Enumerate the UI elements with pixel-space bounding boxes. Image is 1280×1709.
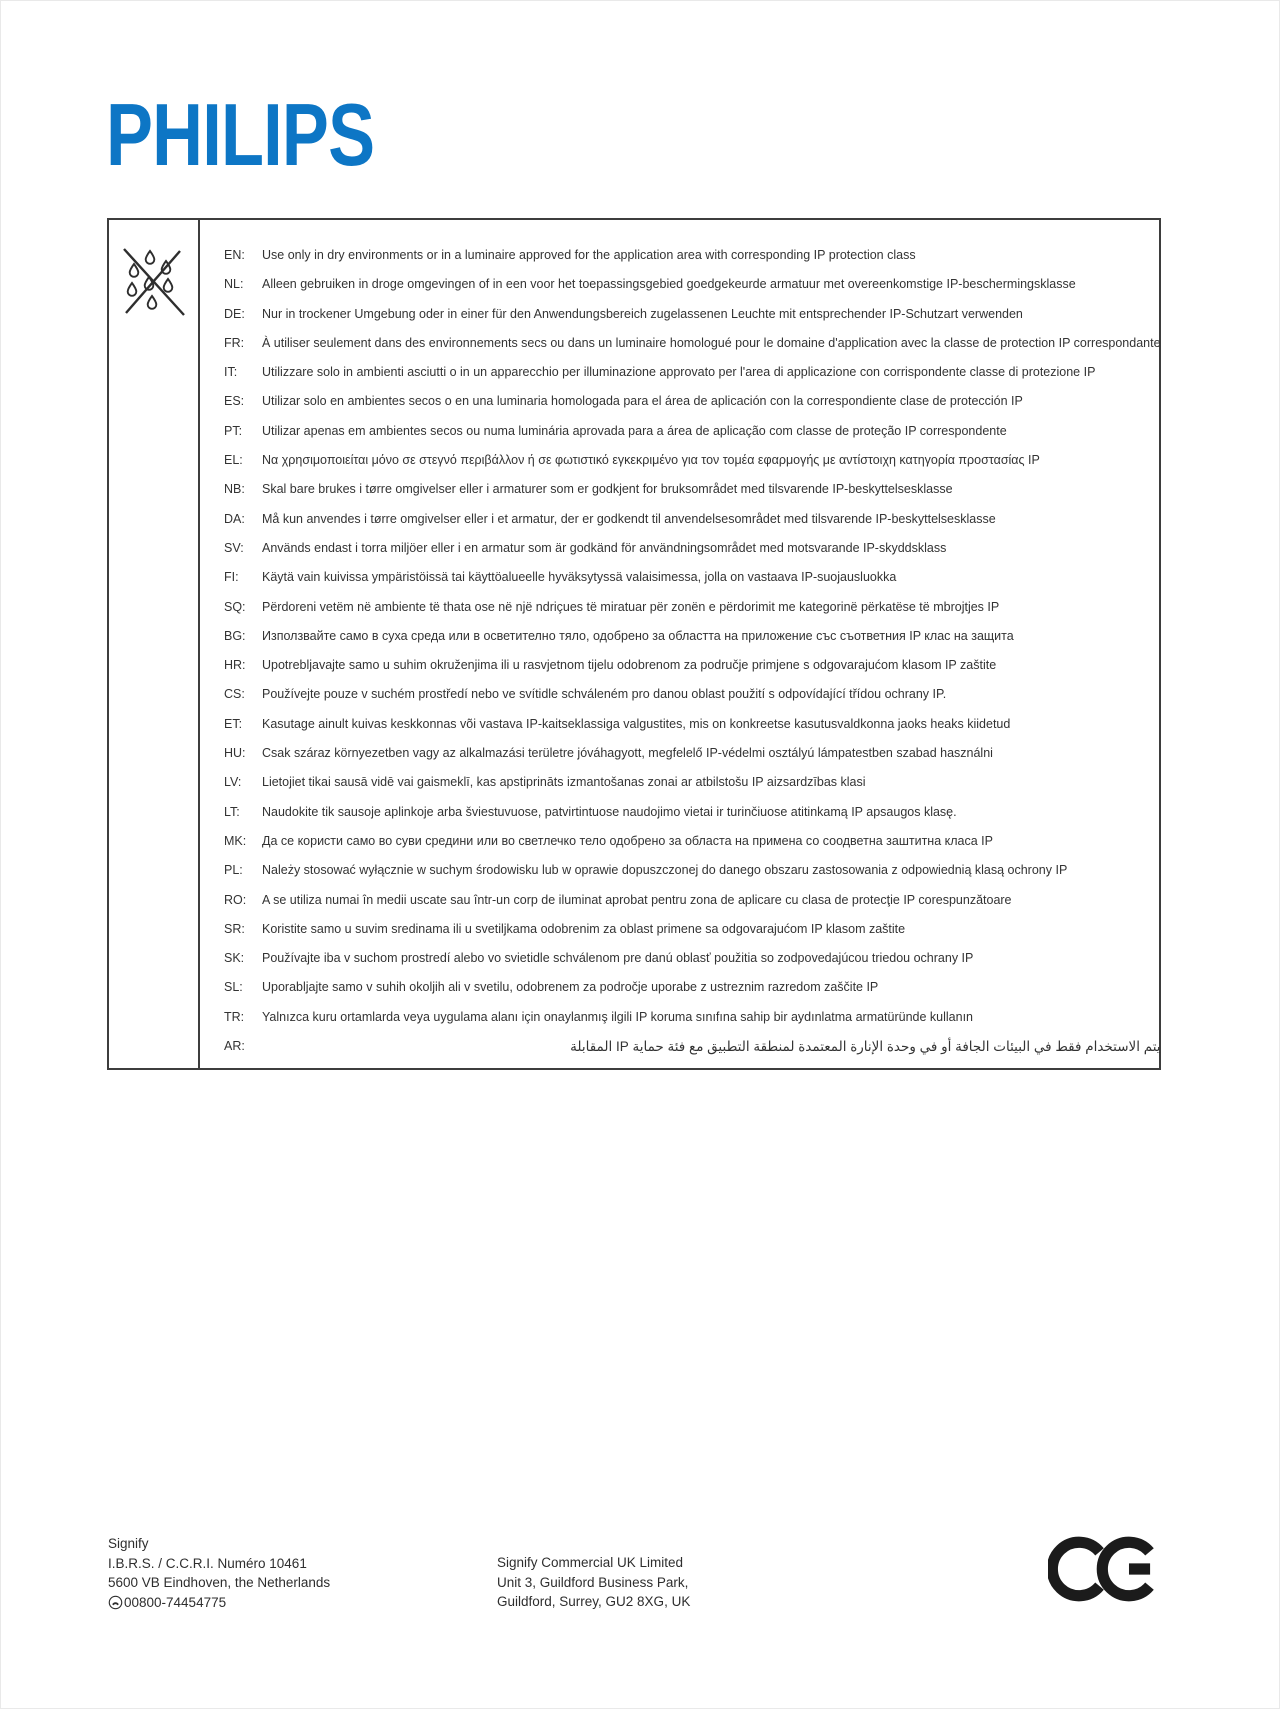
language-code: DA: — [224, 511, 245, 526]
language-code: SR: — [224, 921, 245, 936]
language-row — [224, 1003, 1161, 1032]
language-row — [224, 329, 1161, 358]
language-text: Utilizar apenas em ambientes secos ou numa luminária aprovada para a área de aplicação com classe de proteção IP correspondente — [262, 423, 1007, 438]
language-code: DE: — [224, 306, 245, 321]
language-code: EN: — [224, 248, 245, 262]
language-text: Use only in dry environments or in a luminaire approved for the application area with corresponding IP protection class — [262, 248, 916, 262]
language-code: LV: — [224, 775, 242, 790]
language-code: HR: — [224, 658, 246, 673]
language-code: ET: — [224, 716, 243, 731]
language-row — [224, 358, 1161, 387]
language-text: Uporabljajte samo v suhih okoljih ali v svetilu, odobrenem za področje uporabe z ustreznim razredom zaščite IP — [262, 980, 879, 995]
no-moisture-icon — [122, 246, 186, 318]
footer-ibrs: I.B.R.S. / C.C.R.I. Numéro 10461 — [108, 1555, 307, 1571]
language-text: Upotrebljavajte samo u suhim okruženjima ili u rasvjetnom tijelu odobrenom za područje primjene s odgovarajućom klasom IP zaštite — [262, 658, 997, 673]
language-row — [224, 798, 1161, 827]
language-text: Må kun anvendes i tørre omgivelser eller i et armatur, der er godkendt til anvendelsesområdet med tilsvarende IP-beskyttelsesklasse — [262, 511, 996, 526]
language-code: AR: — [224, 1039, 245, 1054]
language-row — [224, 241, 1161, 270]
language-text: Lietojiet tikai sausā vidē vai gaismeklī, kas apstiprināts izmantošanas zonai ar atbilstošu IP aizsardzības klasi — [262, 775, 866, 790]
language-code: SQ: — [224, 599, 246, 614]
language-row — [224, 827, 1161, 856]
language-code: BG: — [224, 628, 246, 643]
safety-notice-box — [107, 218, 1161, 1070]
language-row — [224, 417, 1161, 446]
language-text: Používejte pouze v suchém prostředí nebo ve svítidle schváleném pro danou oblast použití s odpovídající třídou ochrany IP. — [262, 687, 947, 702]
language-code: SL: — [224, 980, 243, 995]
icon-column — [109, 220, 200, 1068]
language-code: LT: — [224, 804, 240, 819]
language-code: RO: — [224, 892, 247, 907]
language-code: HU: — [224, 746, 246, 761]
language-row — [224, 270, 1161, 299]
language-row — [224, 886, 1161, 915]
language-text: Należy stosować wyłącznie w suchym środowisku lub w oprawie dopuszczonej do danego obszaru zastosowania z odpowiednią klasą ochrony IP — [262, 863, 1068, 878]
philips-logo: PHILIPS — [106, 85, 375, 184]
language-code: SV: — [224, 540, 244, 555]
language-code: SK: — [224, 951, 245, 966]
language-text: A se utiliza numai în medii uscate sau într-un corp de iluminat aprobat pentru zona de aplicare cu clasa de protecţie IP corespunzătoare — [262, 892, 1012, 907]
language-code: TR: — [224, 1009, 245, 1024]
language-row — [224, 593, 1161, 622]
footer-uk-address2: Guildford, Surrey, GU2 8XG, UK — [497, 1594, 691, 1609]
language-text: Används endast i torra miljöer eller i en armatur som är godkänd för användningsområdet med motsvarande IP-skyddsklass — [262, 540, 947, 555]
language-row — [224, 915, 1161, 944]
language-row — [224, 856, 1161, 885]
footer-phone-line — [108, 1593, 330, 1613]
language-row — [224, 710, 1161, 739]
language-code: IT: — [224, 365, 238, 380]
language-text: Csak száraz környezetben vagy az alkalmazási területre jóváhagyott, megfelelő IP-védelmi osztályú lámpatestben szabad használni — [262, 746, 993, 761]
signify-address-block — [108, 1534, 330, 1612]
language-row — [224, 534, 1161, 563]
language-row — [224, 563, 1161, 592]
language-text: Përdoreni vetëm në ambiente të thata ose në një ndriçues të miratuar për zonën e përdorimit me kategorinë përkatëse të mbrojtjes IP — [262, 599, 1000, 614]
footer-uk-company: Signify Commercial UK Limited — [497, 1555, 684, 1570]
language-row — [224, 300, 1161, 329]
language-code: CS: — [224, 687, 245, 702]
language-row — [224, 680, 1161, 709]
language-text: Използвайте само в суха среда или в осветително тяло, одобрено за областта на приложение със съответния IP клас на защита — [262, 628, 1014, 643]
footer-phone: 00800-74454775 — [124, 1594, 227, 1610]
language-code: NL: — [224, 277, 244, 292]
language-code: EL: — [224, 453, 243, 468]
language-text: Používajte iba v suchom prostredí alebo vo svietidle schválenom pre danú oblasť použitia so zodpovedajúcou triedou ochrany IP — [262, 951, 974, 966]
language-code: FI: — [224, 570, 239, 585]
language-row — [224, 768, 1161, 797]
language-row — [224, 475, 1161, 504]
footer-company: Signify — [108, 1536, 149, 1551]
footer-address: 5600 VB Eindhoven, the Netherlands — [108, 1575, 331, 1590]
language-text: Skal bare brukes i tørre omgivelser eller i armaturer som er godkjent for bruksområdet med tilsvarende IP-beskyttelsesklasse — [262, 482, 953, 497]
phone-circle-icon — [108, 1595, 123, 1610]
language-text: Utilizzare solo in ambienti asciutti o in un apparecchio per illuminazione approvato per l'area di applicazione con corrispondente classe di protezione IP — [262, 365, 1096, 380]
language-code: PL: — [224, 863, 243, 878]
language-row — [224, 944, 1161, 973]
language-text: Kasutage ainult kuivas keskkonnas või vastava IP-kaitseklassiga valgustites, mis on konkreetse kasutusvaldkonna jaoks heaks kiidetud — [262, 716, 1011, 731]
language-row — [224, 1032, 1161, 1061]
language-text: Koristite samo u suvim sredinama ili u svetiljkama odobrenim za oblast primene sa odgovarajućom IP klasom zaštite — [262, 921, 906, 936]
ce-mark-icon — [1048, 1526, 1160, 1612]
language-text: Käytä vain kuivissa ympäristöissä tai käyttöalueelle hyväksytyssä valaisimessa, jolla on vastaava IP-suojausluokka — [262, 570, 897, 585]
language-row — [224, 446, 1161, 475]
language-rows — [200, 220, 1175, 1068]
language-code: MK: — [224, 833, 247, 848]
language-row — [224, 387, 1161, 416]
language-code: PT: — [224, 423, 243, 438]
language-text: À utiliser seulement dans des environnements secs ou dans un luminaire homologué pour le domaine d'application avec la classe de protection IP correspondante — [262, 335, 1161, 350]
uk-address-block — [497, 1553, 690, 1612]
language-row — [224, 973, 1161, 1002]
language-row — [224, 651, 1161, 680]
language-row — [224, 622, 1161, 651]
language-text: Yalnızca kuru ortamlarda veya uygulama alanı için onaylanmış ilgili IP koruma sınıfına sahip bir aydınlatma armatüründe kullanın — [262, 1009, 974, 1024]
footer-uk-address1: Unit 3, Guildford Business Park, — [497, 1574, 689, 1590]
language-text: Alleen gebruiken in droge omgevingen of in een voor het toepassingsgebied goedgekeurde armatuur met overeenkomstige IP-beschermingsklasse — [262, 277, 1076, 292]
language-row — [224, 739, 1161, 768]
language-code: ES: — [224, 394, 245, 409]
language-text: يتم الاستخدام فقط في البيئات الجافة أو في وحدة الإنارة المعتمدة لمنطقة التطبيق مع فئة حماية IP المقابلة — [570, 1039, 1161, 1055]
language-row — [224, 505, 1161, 534]
language-text: Да се користи само во суви средини или во светлечко тело одобрено за областа на примена со соодветна заштитна класа IP — [262, 833, 993, 848]
language-text: Naudokite tik sausoje aplinkoje arba šviestuvuose, patvirtintuose naudojimo vietai ir turinčiuose atitinkamą IP apsaugos klasę. — [262, 804, 957, 819]
language-text: Nur in trockener Umgebung oder in einer für den Anwendungsbereich zugelassenen Leuchte mit entsprechender IP-Schutzart verwenden — [262, 306, 1023, 321]
language-code: FR: — [224, 335, 245, 350]
language-text: Utilizar solo en ambientes secos o en una luminaria homologada para el área de aplicación con la correspondiente clase de protección IP — [262, 394, 1023, 409]
language-code: NB: — [224, 482, 245, 497]
language-text: Να χρησιμοποιείται μόνο σε στεγνό περιβάλλον ή σε φωτιστικό εγκεκριμένο για τον τομέα εφαρμογής με αντίστοιχη κατηγορία προστασίας IP — [262, 453, 1040, 468]
